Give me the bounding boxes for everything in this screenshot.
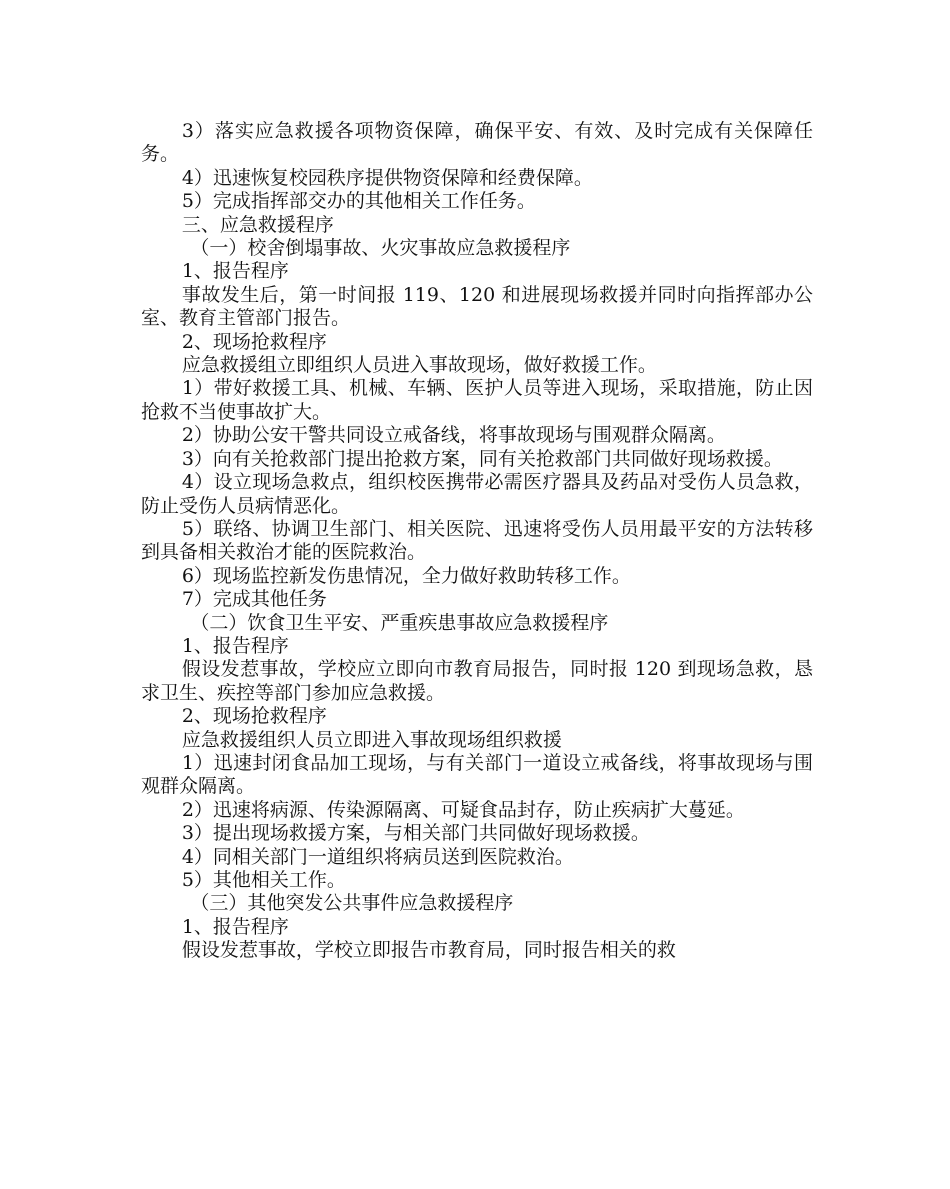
paragraph: 事故发生后，第一时间报 119、120 和进展现场救援并同时向指挥部办公室、教育主管部门报告。 [141, 283, 813, 330]
subsection-heading: （一）校舍倒塌事故、火灾事故应急救援程序 [190, 237, 571, 260]
paragraph: 3）落实应急救援各项物资保障，确保平安、有效、及时完成有关保障任务。 [141, 120, 813, 166]
paragraph: 4）设立现场急救点，组织校医携带必需医疗器具及药品对受伤人员急救，防止受伤人员病情恶化。 [141, 471, 813, 517]
document-body [141, 120, 813, 963]
step-heading: 2、现场抢救程序 [181, 705, 327, 728]
paragraph: 2）协助公安干警共同设立戒备线，将事故现场与围观群众隔离。 [181, 424, 726, 447]
paragraph: 1）带好救援工具、机械、车辆、医护人员等进入现场，采取措施，防止因抢救不当使事故扩大。 [141, 377, 813, 423]
paragraph: 5）联络、协调卫生部门、相关医院、迅速将受伤人员用最平安的方法转移到具备相关救治才能的医院救治。 [141, 517, 813, 564]
paragraph: 5）完成指挥部交办的其他相关工作任务。 [181, 190, 536, 213]
paragraph: 3）向有关抢救部门提出抢救方案，同有关抢救部门共同做好现场救援。 [181, 447, 783, 470]
step-heading: 1、报告程序 [181, 260, 289, 283]
section-heading: 三、应急救援程序 [181, 213, 334, 236]
step-heading: 1、报告程序 [181, 634, 289, 657]
paragraph: 1）迅速封闭食品加工现场，与有关部门一道设立戒备线，将事故现场与围观群众隔离。 [141, 751, 813, 798]
subsection-heading: （三）其他突发公共事件应急救援程序 [190, 892, 514, 915]
paragraph: 假设发惹事故，学校应立即向市教育局报告，同时报 120 到现场急救，恳求卫生、疾控等部门参加应急救援。 [141, 658, 813, 704]
paragraph: 假设发惹事故，学校立即报告市教育局，同时报告相关的救 [181, 939, 676, 962]
paragraph: 7）完成其他任务 [181, 588, 327, 611]
paragraph: 4）同相关部门一道组织将病员送到医院救治。 [181, 845, 574, 868]
paragraph: 5）其他相关工作。 [181, 869, 346, 891]
step-heading: 1、报告程序 [181, 915, 289, 938]
paragraph: 3）提出现场救援方案，与相关部门共同做好现场救援。 [181, 822, 650, 845]
subsection-heading: （二）饮食卫生平安、严重疾患事故应急救援程序 [190, 611, 609, 634]
paragraph: 2）迅速将病源、传染源隔离、可疑食品封存，防止疾病扩大蔓延。 [181, 798, 745, 821]
paragraph: 6）现场监控新发伤患情况，全力做好救助转移工作。 [181, 564, 631, 587]
paragraph: 应急救援组立即组织人员进入事故现场，做好救援工作。 [181, 354, 657, 377]
paragraph: 4）迅速恢复校园秩序提供物资保障和经费保障。 [181, 166, 593, 189]
paragraph: 应急救援组织人员立即进入事故现场组织救援 [181, 728, 562, 751]
step-heading: 2、现场抢救程序 [181, 330, 327, 353]
